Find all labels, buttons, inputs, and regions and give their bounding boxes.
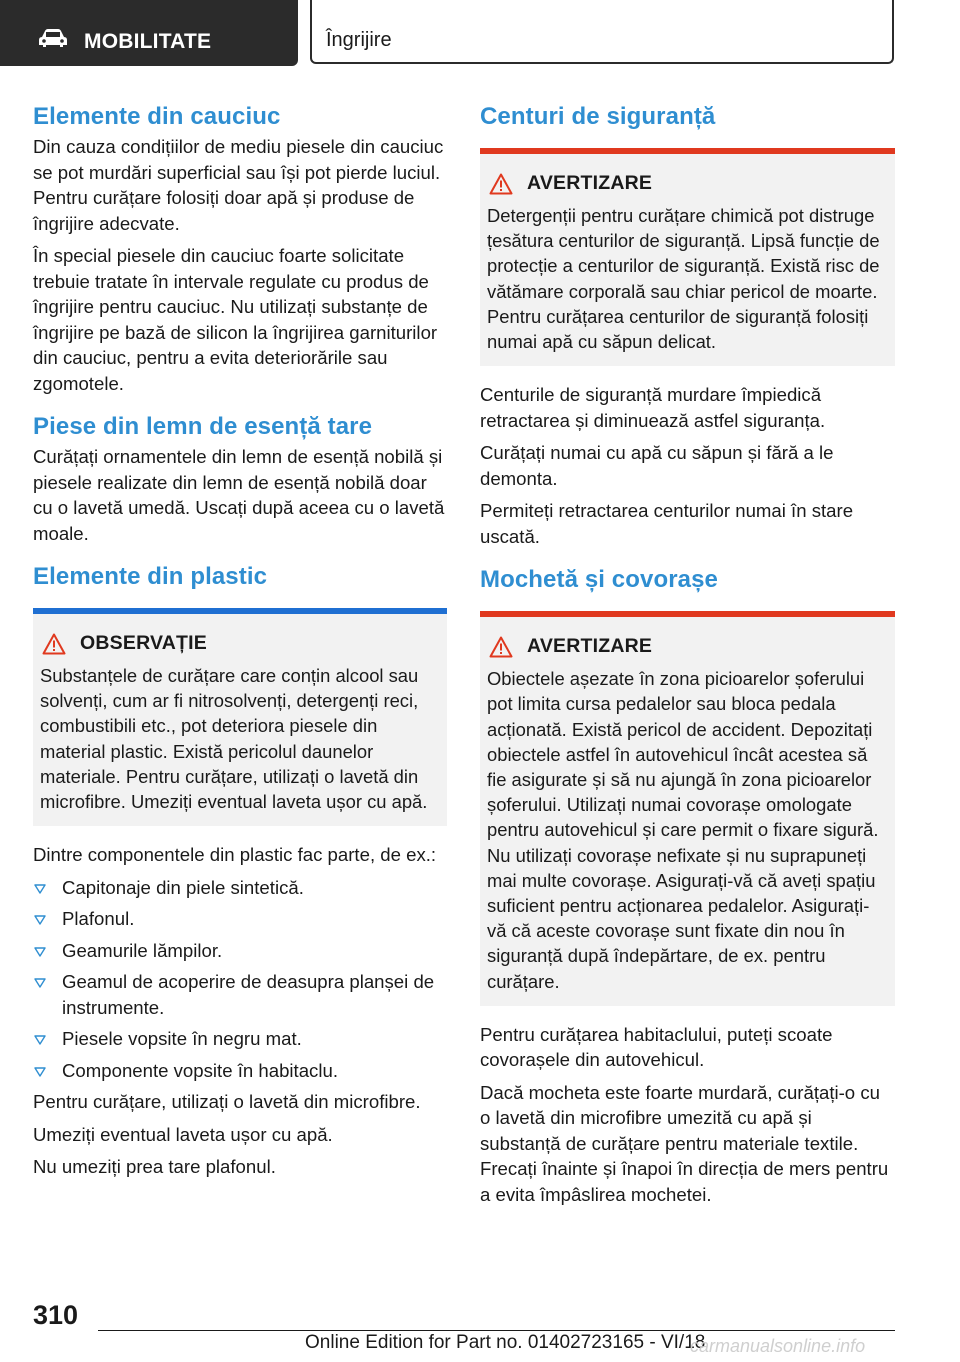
right-column [480,100,895,1214]
paragraph: Pentru curățarea habitaclului, puteți scoate covorașele din autovehicul. [480,1023,833,1071]
paragraph: Dintre componentele din plastic fac parte, de ex.: [33,844,437,866]
paragraph: Curățați numai cu apă cu săpun și fără a le demonta. [480,442,834,489]
warning-triangle-icon [489,636,513,658]
watermark: carmanualsonline.info [690,1336,866,1356]
list-item: Componente vopsite în habitaclu. [33,1058,447,1084]
edition-text: Online Edition for Part no. 01402723165 - VI/18 [305,1332,706,1353]
chapter-tab [310,0,894,64]
warning-box [480,611,895,1006]
heading-seatbelts: Centuri de siguranță [480,103,716,130]
section-label: MOBILITATE [84,30,212,53]
paragraph: Permiteți retractarea centurilor numai în stare uscată. [480,500,854,547]
paragraph: Pentru curățare, utilizați o lavetă din microfibre. [33,1091,421,1113]
footer-divider [98,1330,895,1331]
paragraph: Dacă mocheta este foarte murdară, curățați-o cu o lavetă din microfibre umezită cu apă și substanță de curățare pentru materiale textile. Frecați înainte și înapoi în direcția de mers pentru a evita împâslirea mochetei. [480,1081,889,1205]
warning-text: Obiectele așezate în zona picioarelor șoferului pot limita cursa pedalelor sau bloca pedala acționată. Există pericol de accident. Depozitați obiectele astfel în autovehicul încât acestea să fie asigurate și să nu ajungă în zona picioarelor șoferului. Utilizați numai covorașe omologate pentru autovehicul și care permit o fixare sigură. Nu utilizați covorașe nefixate și nu suprapuneți mai multe covorașe. Asigurați-vă că aveți spațiu suficient pentru acționarea pedalelor. Asigurați-vă că aceste covorașe sunt fixate din nou în siguranță după îndepărtare, de ex. pentru curățare. [487,668,879,992]
list-item: Capitonaje din piele sintetică. [33,875,447,901]
list-item: Piesele vopsite în negru mat. [33,1026,447,1052]
heading-carpet: Mochetă și covorașe [480,566,718,594]
list-item: Plafonul. [33,906,447,932]
triangle-bullet-icon [34,884,46,894]
page-header [0,0,960,66]
page-footer [0,1290,960,1362]
section-tab [0,0,298,66]
paragraph: Curățați ornamentele din lemn de esență nobilă și piesele realizate din lemn de esență nobilă doar cu o lavetă umedă. Uscați după aceea cu o lavetă moale. [33,446,445,544]
triangle-bullet-icon [34,1067,46,1077]
notice-text: Substanțele de curățare care conțin alcool sau solvenți, cum ar fi nitrosolvenți, detergenți reci, combustibili etc., pot deteriora piesele din material plastic. Există pericolul daunelor materiale. Pentru curățare, utilizați o lavetă din microfibre. Umeziți eventual laveta ușor cu apă. [40,665,428,813]
heading-rubber: Elemente din cauciuc [33,103,281,130]
paragraph: Nu umeziți prea tare plafonul. [33,1156,276,1178]
triangle-bullet-icon [34,1035,46,1045]
notice-title: OBSERVAȚIE [80,632,207,654]
warning-triangle-icon [489,173,513,195]
heading-wood: Piese din lemn de esență tare [33,413,373,440]
warning-title: AVERTIZARE [527,172,653,194]
warning-triangle-icon [42,633,66,655]
paragraph: Centurile de siguranță murdare împiedică retractarea și diminuează astfel siguranța. [480,384,826,431]
plastic-list [33,875,447,1084]
notice-box [33,608,447,826]
left-column [33,100,447,1187]
triangle-bullet-icon [34,915,46,925]
car-icon [38,28,68,48]
paragraph: Din cauza condițiilor de mediu piesele din cauciuc se pot murdări superficial sau își pot pierde luciul. Pentru curățare folosiți doar apă și produse de îngrijire adecvate. [33,136,444,234]
warning-box [480,148,895,366]
heading-plastic: Elemente din plastic [33,563,268,590]
page-number: 310 [33,1300,79,1330]
chapter-label: Îngrijire [326,29,392,51]
warning-text: Detergenții pentru curățare chimică pot distruge țesătura centurilor de siguranță. Lipsă funcție de protecție a centurilor de siguranță. Există risc de vătămare corporală sau chiar pericol de moarte. Pentru curățarea centurilor de siguranță folosiți numai apă cu săpun delicat. [487,205,880,353]
triangle-bullet-icon [34,947,46,957]
paragraph: Umeziți eventual laveta ușor cu apă. [33,1123,333,1145]
triangle-bullet-icon [34,978,46,988]
list-item: Geamurile lămpilor. [33,938,447,964]
warning-title: AVERTIZARE [527,635,653,658]
list-item: Geamul de acoperire de deasupra planșei de instrumente. [33,969,447,1020]
paragraph: În special piesele din cauciuc foarte solicitate trebuie tratate în intervale regulate cu produs de îngrijire pentru cauciuc. Nu utilizați substanțe de îngrijire pe bază de silicon la îngrijirea garniturilor din cauciuc, pentru a evita deteriorările sau zgomotele. [33,245,438,394]
